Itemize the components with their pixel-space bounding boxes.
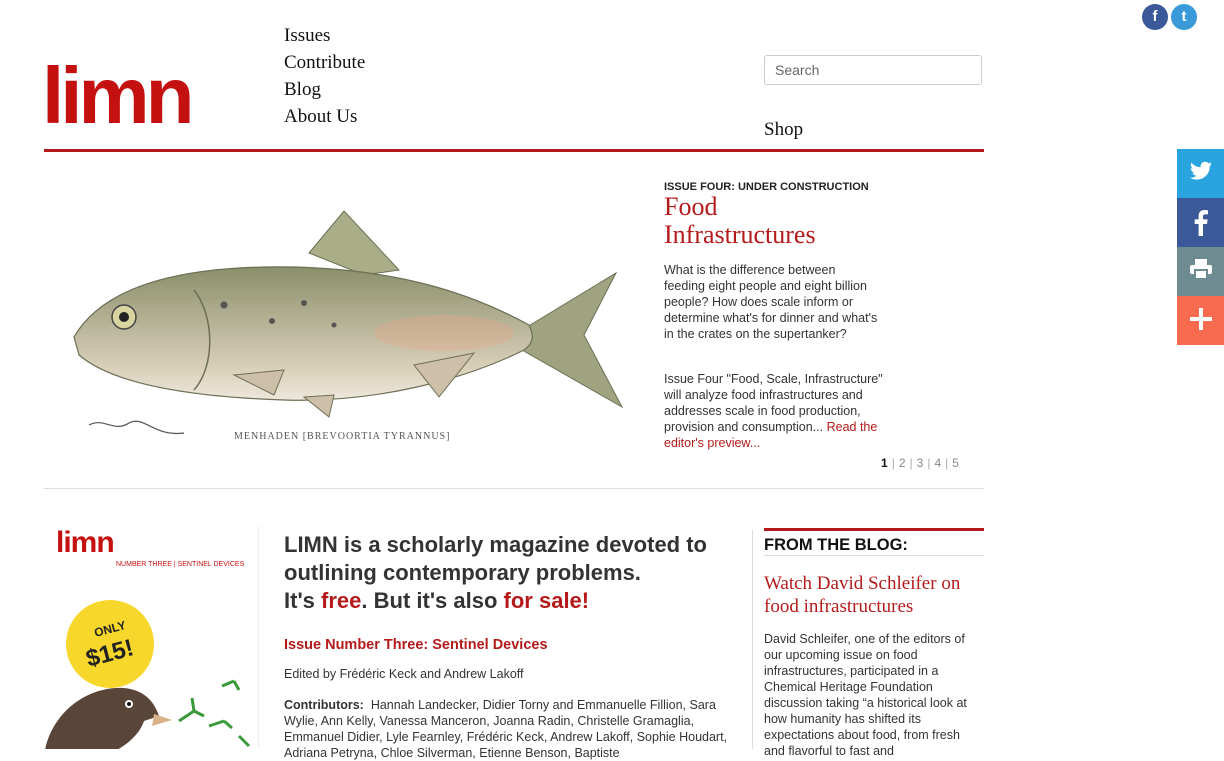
print-button[interactable] <box>1177 247 1224 296</box>
dorsal-fin <box>309 211 399 275</box>
intro-line-2 <box>284 587 744 615</box>
blog-heading-rule <box>764 555 984 556</box>
search-input[interactable] <box>764 55 982 85</box>
section-divider <box>44 488 984 489</box>
contributors-list <box>284 697 734 761</box>
site-logo[interactable]: limn <box>42 51 191 140</box>
share-facebook-button[interactable] <box>1177 198 1224 247</box>
tail-fin <box>522 273 622 407</box>
pager-page-1[interactable]: 1 <box>881 456 888 470</box>
pager-page-5[interactable]: 5 <box>952 456 959 470</box>
nav-about-us[interactable]: About Us <box>284 106 358 127</box>
price-badge-amount: $15! <box>83 634 137 673</box>
intro-text-a: It's <box>284 588 322 613</box>
blog-post-excerpt: David Schleifer, one of the editors of our upcoming issue on food infrastructures, participated in a Chemical Heritage Foundation discussion taking “a historical look at how humanity has shifted its expectations about food, from fresh and flavorful to fast and <box>764 632 967 758</box>
hero-title[interactable]: Food Infrastructures <box>664 192 816 249</box>
column-divider <box>752 530 753 749</box>
price-badge-label: ONLY <box>92 618 128 640</box>
facebook-circle-icon[interactable]: f <box>1142 4 1168 30</box>
price-badge <box>66 600 154 688</box>
for-sale-link[interactable]: for sale! <box>503 588 590 613</box>
print-icon <box>1190 259 1212 279</box>
intro-text-b: . But it's also <box>361 588 504 613</box>
pager-page-4[interactable]: 4 <box>934 456 942 470</box>
pager-page-3[interactable]: 3 <box>916 456 924 470</box>
cover-logo: limn <box>56 526 114 559</box>
issue-three-link[interactable]: Issue Number Three: Sentinel Devices <box>284 637 548 653</box>
hero-body-copy: Issue Four "Food, Scale, Infrastructure" will analyze food infrastructures and addresses scale in food production, provision and consumption... <box>664 372 883 434</box>
cover-bird-illustration <box>44 676 258 749</box>
twitter-icon <box>1189 161 1213 183</box>
nav-blog[interactable]: Blog <box>284 79 321 100</box>
artist-signature <box>89 421 184 433</box>
nav-contribute[interactable]: Contribute <box>284 52 366 73</box>
free-link[interactable]: free <box>321 588 362 613</box>
share-twitter-button[interactable] <box>1177 149 1224 198</box>
twitter-circle-icon[interactable]: t <box>1171 4 1197 30</box>
contributors-label: Contributors: <box>284 698 364 712</box>
header-divider <box>44 149 984 152</box>
intro-line-1: LIMN is a scholarly magazine devoted to outlining contemporary problems. <box>284 532 707 585</box>
read-preview-link[interactable]: Read the editor's preview... <box>664 420 878 450</box>
blog-post-title[interactable]: Watch David Schleifer on food infrastructures <box>764 573 961 617</box>
cover-subtitle: NUMBER THREE | SENTINEL DEVICES <box>116 561 245 568</box>
intro-heading <box>284 531 744 615</box>
hero-intro-text: What is the difference between feeding eight people and eight billion people? How does scale inform or determine what's for dinner and what's in the crates on the supertanker? <box>664 263 878 341</box>
facebook-icon <box>1194 210 1208 236</box>
blog-heading: FROM THE BLOG: <box>764 536 908 554</box>
plus-icon <box>1190 308 1212 330</box>
contributors-names: Hannah Landecker, Didier Torny and Emmanuelle Fillion, Sara Wylie, Ann Kelly, Vanessa Manceron, Joanna Radin, Christelle Gramaglia, Emmanuel Didier, Lyle Fearnley, Frédéric Keck, Andrew Lakoff, Sophie Houdart, Adriana Petryna, Chloe Silverman, Etienne Benson, Baptiste <box>284 698 728 760</box>
nav-shop[interactable]: Shop <box>764 119 804 140</box>
blog-top-rule <box>764 528 984 531</box>
pager-page-2[interactable]: 2 <box>898 456 906 470</box>
nav-issues[interactable]: Issues <box>284 25 331 46</box>
share-more-button[interactable] <box>1177 296 1224 345</box>
hero-body-text <box>664 371 888 451</box>
menhaden-fish-illustration[interactable] <box>44 175 644 465</box>
slider-pager: 1 | 2 | 3 | 4 | 5 <box>881 456 959 470</box>
main-nav <box>284 22 365 130</box>
edited-by: Edited by Frédéric Keck and Andrew Lakoff <box>284 667 524 681</box>
fish-caption: MENHADEN [BREVOORTIA TYRANNUS] <box>234 431 451 442</box>
issue-label: ISSUE FOUR: UNDER CONSTRUCTION <box>664 181 869 193</box>
issue-three-cover[interactable] <box>44 526 259 749</box>
